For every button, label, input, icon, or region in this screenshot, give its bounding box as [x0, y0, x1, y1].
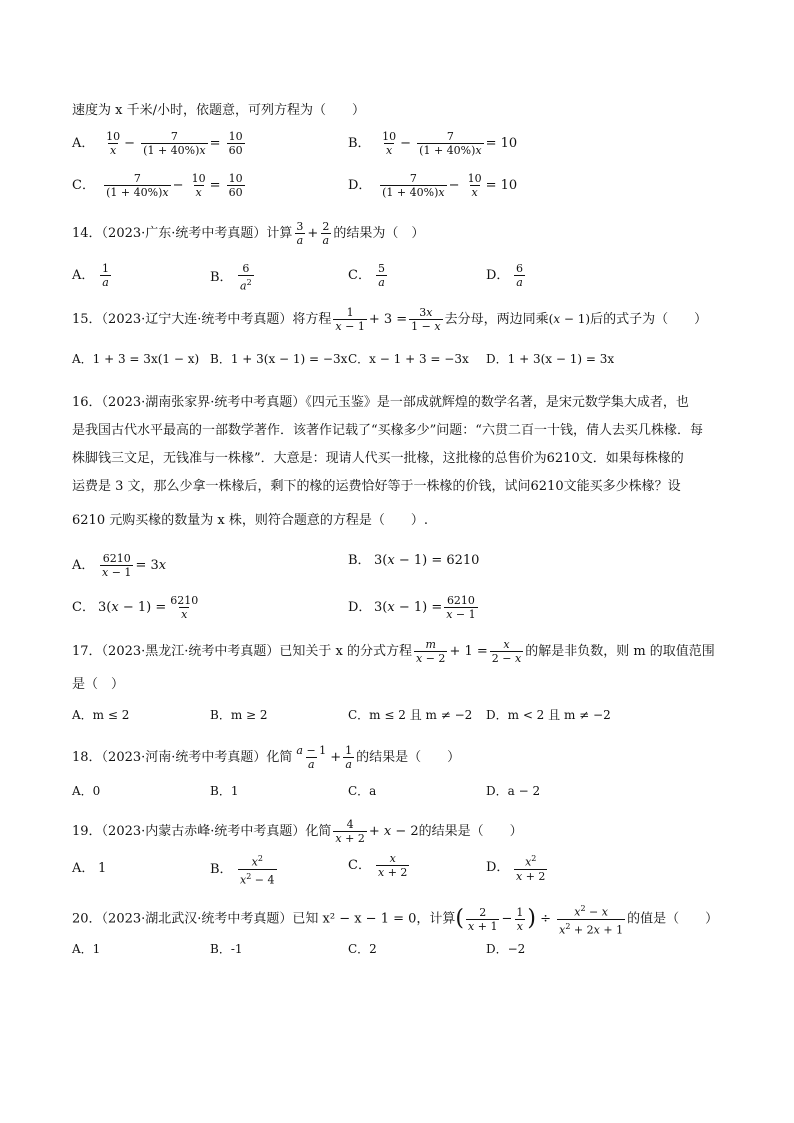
q13-option-c[interactable]: C． $\frac{7}{(1 + 40\%)x}$ − $\frac{10}{x}$ = $\frac{10}{60}$	[72, 172, 243, 199]
q13-option-d[interactable]: D． $\frac{7}{(1 + 40\%)x}$ − $\frac{10}{x}$ = 10	[348, 172, 518, 199]
q13-option-b[interactable]: B． $\frac{10}{x}$ − $\frac{7}{(1 + 40\%)x}$ = 10	[348, 130, 518, 157]
q16-option-d[interactable]: D． 3(x − 1) = $\frac{6210}{x - 1}$	[348, 594, 476, 621]
q16-line-1: 16．（2023·湖南张家界·统考中考真题）《四元玉鉴》是一部成就辉煌的数学名著，是宋元数学集大成者，也	[72, 395, 689, 410]
q18-option-b[interactable]: B．1	[210, 784, 239, 798]
q20-option-b[interactable]: B．-1	[210, 942, 243, 956]
q20-stem: 20．（2023·湖北武汉·统考中考真题）已知 x² − x − 1 = 0，计算( $\frac{2}{x + 1}$ − $\frac{1}{x}$ ) ÷ $\frac{x^2 - x}{x^2 + 2x + 1}$ 的值是（ ）	[72, 904, 719, 937]
q15-option-d[interactable]: D．1 + 3(x − 1) = 3x	[486, 352, 615, 366]
q19-option-b[interactable]: B． $\frac{x^2}{x^2 - 4}$	[210, 854, 275, 887]
q14-stem: 14．（2023·广东·统考中考真题）计算 $\frac{3}{a}$ + $\frac{2}{a}$ 的结果为（ ）	[72, 220, 425, 247]
q19-stem: 19．（2023·内蒙古赤峰·统考中考真题）化简 $\frac{4}{x + 2}$ + x − 2的结果是（ ）	[72, 818, 523, 845]
q16-line-4: 运费是 3 文，那么少拿一株椽后，剩下的椽的运费恰好等于一株椽的价钱，试问6210文能买多少株椽？设	[72, 479, 681, 494]
q16-option-c[interactable]: C． 3(x − 1) = $\frac{6210}{x}$	[72, 594, 199, 621]
q16-option-b[interactable]: B． 3(x − 1) = 6210	[348, 553, 480, 568]
q14-option-a[interactable]: A． $\frac{1}{a}$	[72, 262, 109, 289]
q18-option-c[interactable]: C．a	[348, 784, 377, 798]
q19-option-c[interactable]: C． $\frac{x}{x + 2}$	[348, 852, 408, 879]
q17-option-a[interactable]: A．m ≤ 2	[72, 708, 130, 722]
q19-option-d[interactable]: D． $\frac{x^2}{x + 2}$	[486, 854, 546, 883]
q16-option-a[interactable]: A． $\frac{6210}{x - 1}$ = 3x	[72, 552, 167, 579]
q13-option-a[interactable]: A． $\frac{10}{x}$ − $\frac{7}{(1 + 40\%)x}$ = $\frac{10}{60}$	[72, 130, 243, 157]
q16-line-3: 株脚钱三文足，无钱准与一株椽”．大意是：现请人代买一批椽，这批椽的总售价为6210文．如果每株椽的	[72, 451, 684, 466]
q20-option-a[interactable]: A．1	[72, 942, 101, 956]
q18-option-d[interactable]: D．a − 2	[486, 784, 541, 798]
q14-option-b[interactable]: B． $\frac{6}{a^2}$	[210, 262, 252, 293]
q18-option-a[interactable]: A．0	[72, 784, 101, 798]
q14-option-d[interactable]: D． $\frac{6}{a}$	[486, 262, 523, 289]
q14-option-c[interactable]: C． $\frac{5}{a}$	[348, 262, 385, 289]
q15-option-c[interactable]: C．x − 1 + 3 = −3x	[348, 352, 469, 366]
q13-stem: 速度为 x 千米/小时，依题意，可列方程为（ ）	[72, 103, 365, 118]
q15-option-b[interactable]: B．1 + 3(x − 1) = −3x	[210, 352, 348, 366]
q15-stem: 15．（2023·辽宁大连·统考中考真题）将方程 $\frac{1}{x - 1}$ + 3 = $\frac{3x}{1 - x}$ 去分母，两边同乘(x − 1)后的式子为（ ）	[72, 306, 708, 333]
q20-option-d[interactable]: D．−2	[486, 942, 526, 956]
q16-line-5: 6210 元购买椽的数量为 x 株，则符合题意的方程是（ ）.	[72, 513, 428, 528]
q17-stem: 17．（2023·黑龙江·统考中考真题）已知关于 x 的分式方程 $\frac{m}{x - 2}$ + 1 = $\frac{x}{2 - x}$ 的解是非负数，则 m 的取值范围	[72, 638, 715, 665]
q19-option-a[interactable]: A． 1	[72, 861, 107, 876]
q17-option-c[interactable]: C．m ≤ 2 且 m ≠ −2	[348, 708, 473, 722]
q20-option-c[interactable]: C．2	[348, 942, 377, 956]
q17-option-d[interactable]: D．m < 2 且 m ≠ −2	[486, 708, 611, 722]
q17-option-b[interactable]: B．m ≥ 2	[210, 708, 268, 722]
q18-stem: 18．（2023·河南·统考中考真题）化简 $\frac{a - 1}{a}$ + $\frac{1}{a}$ 的结果是（ ）	[72, 744, 461, 771]
q15-option-a[interactable]: A．1 + 3 = 3x(1 − x)	[72, 352, 200, 366]
q16-line-2: 是我国古代水平最高的一部数学著作．该著作记载了“买椽多少”问题：“六贯二百一十钱，倩人去买几株椽．每	[72, 423, 703, 438]
q17-stem-line-2: 是（ ）	[72, 677, 125, 692]
